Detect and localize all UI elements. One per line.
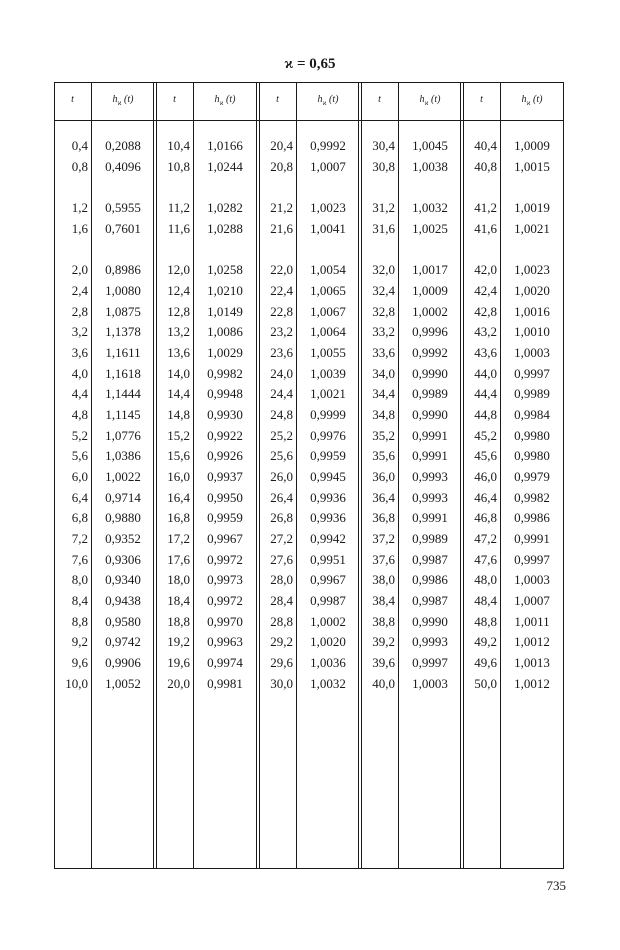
table-cell-t: 19,6 <box>167 655 190 670</box>
table-cell-h: 1,0007 <box>514 593 550 608</box>
table-cell-t: 8,8 <box>71 614 88 629</box>
table-cell-t: 36,4 <box>372 490 395 505</box>
table-cell-h: 0,9936 <box>310 490 346 505</box>
table-cell-t: 14,0 <box>167 366 190 381</box>
table-cell-t: 30,0 <box>270 676 293 691</box>
table-cell-t: 26,8 <box>270 510 293 525</box>
table-cell-h: 0,9984 <box>514 407 550 422</box>
table-cell-t: 41,6 <box>474 221 497 236</box>
table-cell-h: 1,0002 <box>412 304 448 319</box>
table-cell-t: 40,4 <box>474 138 497 153</box>
table-cell-h: 0,9989 <box>412 531 448 546</box>
table-cell-h: 0,9989 <box>514 386 550 401</box>
table-cell-t: 23,6 <box>270 345 293 360</box>
table-cell-h: 1,0065 <box>310 283 346 298</box>
table-cell-h: 1,0011 <box>514 614 550 629</box>
table-cell-h: 0,5955 <box>105 200 141 215</box>
table-cell-h: 0,2088 <box>105 138 141 153</box>
table-cell-t: 44,4 <box>474 386 497 401</box>
column-rule <box>193 82 194 869</box>
table-cell-h: 0,9959 <box>310 448 346 463</box>
table-cell-t: 46,8 <box>474 510 497 525</box>
table-bottom-rule <box>54 868 564 869</box>
table-cell-t: 29,2 <box>270 634 293 649</box>
table-cell-t: 2,8 <box>71 304 88 319</box>
table-cell-h: 0,9979 <box>514 469 550 484</box>
table-cell-h: 1,0002 <box>310 614 346 629</box>
table-cell-t: 36,8 <box>372 510 395 525</box>
table-cell-t: 46,4 <box>474 490 497 505</box>
table-cell-h: 0,9981 <box>207 676 243 691</box>
table-cell-t: 12,4 <box>167 283 190 298</box>
header-h-symbol: h <box>521 94 527 105</box>
table-cell-h: 0,9970 <box>207 614 243 629</box>
table-cell-h: 0,9942 <box>310 531 346 546</box>
table-cell-h: 0,9987 <box>310 593 346 608</box>
table-cell-t: 35,6 <box>372 448 395 463</box>
table-cell-t: 32,8 <box>372 304 395 319</box>
column-rule <box>91 82 92 869</box>
header-h-subscript: ϰ <box>117 99 122 107</box>
table-cell-h: 0,9936 <box>310 510 346 525</box>
table-cell-h: 0,9982 <box>514 490 550 505</box>
header-h-subscript: ϰ <box>322 99 327 107</box>
table-cell-t: 22,8 <box>270 304 293 319</box>
table-cell-h: 0,9906 <box>105 655 141 670</box>
table-cell-t: 45,6 <box>474 448 497 463</box>
table-cell-h: 0,9937 <box>207 469 243 484</box>
table-cell-t: 8,0 <box>71 572 88 587</box>
table-cell-t: 9,2 <box>71 634 88 649</box>
table-cell-h: 0,9742 <box>105 634 141 649</box>
column-header-t: t <box>480 94 483 105</box>
table-cell-h: 1,0009 <box>514 138 550 153</box>
table-cell-t: 44,0 <box>474 366 497 381</box>
table-cell-h: 1,0012 <box>514 676 550 691</box>
table-cell-t: 16,8 <box>167 510 190 525</box>
column-header-t: t <box>276 94 279 105</box>
table-cell-t: 25,6 <box>270 448 293 463</box>
table-cell-h: 1,0086 <box>207 324 243 339</box>
table-cell-t: 20,0 <box>167 676 190 691</box>
table-cell-t: 6,8 <box>71 510 88 525</box>
table-cell-h: 1,0016 <box>514 304 550 319</box>
table-cell-t: 3,2 <box>71 324 88 339</box>
header-h-argument: (t) <box>223 94 236 105</box>
table-cell-h: 0,9997 <box>514 366 550 381</box>
table-cell-h: 0,9997 <box>412 655 448 670</box>
table-cell-h: 0,9945 <box>310 469 346 484</box>
table-cell-h: 1,0032 <box>412 200 448 215</box>
table-cell-t: 1,6 <box>71 221 88 236</box>
column-header-t: t <box>71 94 74 105</box>
table-cell-h: 0,9990 <box>412 407 448 422</box>
table-cell-h: 0,9352 <box>105 531 141 546</box>
table-cell-t: 2,4 <box>71 283 88 298</box>
table-cell-h: 1,0010 <box>514 324 550 339</box>
table-cell-h: 0,9950 <box>207 490 243 505</box>
table-cell-t: 39,2 <box>372 634 395 649</box>
table-cell-h: 0,9996 <box>412 324 448 339</box>
table-cell-h: 1,1444 <box>105 386 141 401</box>
table-cell-t: 16,4 <box>167 490 190 505</box>
table-cell-h: 1,0041 <box>310 221 346 236</box>
table-cell-h: 1,0019 <box>514 200 550 215</box>
table-cell-t: 21,6 <box>270 221 293 236</box>
table-cell-t: 40,0 <box>372 676 395 691</box>
table-cell-t: 26,4 <box>270 490 293 505</box>
table-cell-h: 0,9976 <box>310 428 346 443</box>
table-cell-t: 4,4 <box>71 386 88 401</box>
table-cell-t: 24,8 <box>270 407 293 422</box>
table-cell-t: 27,6 <box>270 552 293 567</box>
table-cell-t: 34,0 <box>372 366 395 381</box>
header-h-symbol: h <box>214 94 220 105</box>
table-cell-t: 28,4 <box>270 593 293 608</box>
table-cell-h: 1,0038 <box>412 159 448 174</box>
table-cell-t: 24,0 <box>270 366 293 381</box>
table-cell-t: 0,4 <box>71 138 88 153</box>
table-cell-h: 1,0022 <box>105 469 141 484</box>
table-cell-t: 8,4 <box>71 593 88 608</box>
header-h-subscript: ϰ <box>526 99 531 107</box>
table-cell-t: 10,0 <box>65 676 88 691</box>
table-cell-t: 15,2 <box>167 428 190 443</box>
table-cell-t: 4,0 <box>71 366 88 381</box>
table-cell-h: 0,9930 <box>207 407 243 422</box>
table-cell-h: 0,9990 <box>412 366 448 381</box>
table-cell-h: 1,0054 <box>310 262 346 277</box>
column-rule <box>500 82 501 869</box>
table-cell-h: 0,9989 <box>412 386 448 401</box>
table-cell-h: 1,0003 <box>514 572 550 587</box>
data-table <box>54 82 564 869</box>
table-cell-t: 37,2 <box>372 531 395 546</box>
column-rule <box>296 82 297 869</box>
table-cell-t: 39,6 <box>372 655 395 670</box>
table-cell-h: 1,0210 <box>207 283 243 298</box>
table-cell-t: 32,4 <box>372 283 395 298</box>
table-cell-t: 28,0 <box>270 572 293 587</box>
table-cell-t: 27,2 <box>270 531 293 546</box>
table-cell-h: 1,1378 <box>105 324 141 339</box>
table-cell-h: 1,0776 <box>105 428 141 443</box>
table-cell-t: 5,2 <box>71 428 88 443</box>
header-h-argument: (t) <box>121 94 134 105</box>
table-cell-t: 0,8 <box>71 159 88 174</box>
table-cell-t: 20,8 <box>270 159 293 174</box>
table-cell-h: 0,4096 <box>105 159 141 174</box>
table-cell-h: 0,9967 <box>207 531 243 546</box>
table-cell-h: 0,9987 <box>412 552 448 567</box>
table-cell-h: 0,9926 <box>207 448 243 463</box>
table-cell-h: 1,0021 <box>514 221 550 236</box>
table-cell-h: 0,9963 <box>207 634 243 649</box>
table-cell-t: 44,8 <box>474 407 497 422</box>
table-cell-h: 1,0021 <box>310 386 346 401</box>
table-cell-t: 29,6 <box>270 655 293 670</box>
table-cell-t: 6,0 <box>71 469 88 484</box>
table-cell-h: 0,9340 <box>105 572 141 587</box>
table-cell-h: 0,9580 <box>105 614 141 629</box>
table-cell-t: 32,0 <box>372 262 395 277</box>
table-cell-t: 10,8 <box>167 159 190 174</box>
table-cell-h: 0,9993 <box>412 634 448 649</box>
table-cell-h: 0,9999 <box>310 407 346 422</box>
table-cell-h: 1,0244 <box>207 159 243 174</box>
table-cell-h: 1,0282 <box>207 200 243 215</box>
table-cell-h: 1,0064 <box>310 324 346 339</box>
table-cell-h: 0,9992 <box>412 345 448 360</box>
table-cell-t: 48,8 <box>474 614 497 629</box>
header-h-subscript: ϰ <box>424 99 429 107</box>
table-cell-t: 17,6 <box>167 552 190 567</box>
table-cell-h: 0,9982 <box>207 366 243 381</box>
table-cell-t: 38,8 <box>372 614 395 629</box>
table-cell-t: 20,4 <box>270 138 293 153</box>
table-cell-t: 24,4 <box>270 386 293 401</box>
table-cell-t: 12,0 <box>167 262 190 277</box>
table-cell-t: 11,6 <box>167 221 190 236</box>
header-h-argument: (t) <box>530 94 543 105</box>
table-cell-t: 47,6 <box>474 552 497 567</box>
table-cell-t: 31,6 <box>372 221 395 236</box>
table-cell-t: 42,0 <box>474 262 497 277</box>
table-cell-h: 0,9306 <box>105 552 141 567</box>
table-cell-t: 35,2 <box>372 428 395 443</box>
table-cell-t: 49,6 <box>474 655 497 670</box>
table-cell-h: 1,0080 <box>105 283 141 298</box>
table-cell-t: 6,4 <box>71 490 88 505</box>
table-cell-h: 1,0045 <box>412 138 448 153</box>
table-cell-h: 1,0052 <box>105 676 141 691</box>
table-cell-t: 18,0 <box>167 572 190 587</box>
table-cell-t: 45,2 <box>474 428 497 443</box>
table-cell-h: 1,0039 <box>310 366 346 381</box>
table-cell-t: 33,2 <box>372 324 395 339</box>
table-cell-t: 11,2 <box>167 200 190 215</box>
table-cell-h: 0,9986 <box>514 510 550 525</box>
table-cell-h: 1,0023 <box>310 200 346 215</box>
table-cell-t: 43,6 <box>474 345 497 360</box>
table-cell-h: 1,0012 <box>514 634 550 649</box>
table-cell-h: 0,9991 <box>412 428 448 443</box>
table-cell-t: 48,0 <box>474 572 497 587</box>
table-cell-h: 1,1145 <box>105 407 141 422</box>
table-cell-h: 0,9714 <box>105 490 141 505</box>
table-top-rule <box>54 82 564 83</box>
header-h-symbol: h <box>112 94 118 105</box>
table-cell-h: 0,9972 <box>207 552 243 567</box>
table-cell-h: 1,0055 <box>310 345 346 360</box>
table-cell-h: 0,9992 <box>310 138 346 153</box>
table-cell-t: 17,2 <box>167 531 190 546</box>
table-cell-t: 49,2 <box>474 634 497 649</box>
table-cell-h: 1,0020 <box>310 634 346 649</box>
table-cell-h: 1,0032 <box>310 676 346 691</box>
table-cell-h: 0,9986 <box>412 572 448 587</box>
table-cell-h: 0,8986 <box>105 262 141 277</box>
table-cell-h: 0,9991 <box>412 510 448 525</box>
table-cell-h: 1,1618 <box>105 366 141 381</box>
header-h-symbol: h <box>419 94 425 105</box>
table-cell-t: 18,4 <box>167 593 190 608</box>
header-h-argument: (t) <box>326 94 339 105</box>
table-cell-t: 15,6 <box>167 448 190 463</box>
table-cell-h: 1,1611 <box>105 345 141 360</box>
table-cell-t: 21,2 <box>270 200 293 215</box>
table-cell-h: 0,9951 <box>310 552 346 567</box>
column-header-h <box>195 94 255 107</box>
column-header-h <box>298 94 358 107</box>
table-cell-h: 1,0025 <box>412 221 448 236</box>
table-cell-t: 37,6 <box>372 552 395 567</box>
table-cell-h: 0,9948 <box>207 386 243 401</box>
table-cell-h: 0,9991 <box>412 448 448 463</box>
table-cell-t: 30,4 <box>372 138 395 153</box>
table-cell-t: 4,8 <box>71 407 88 422</box>
table-cell-t: 10,4 <box>167 138 190 153</box>
table-cell-t: 25,2 <box>270 428 293 443</box>
table-cell-t: 34,4 <box>372 386 395 401</box>
table-cell-h: 1,0007 <box>310 159 346 174</box>
table-cell-t: 33,6 <box>372 345 395 360</box>
table-cell-t: 34,8 <box>372 407 395 422</box>
table-cell-t: 12,8 <box>167 304 190 319</box>
table-cell-t: 3,6 <box>71 345 88 360</box>
table-cell-t: 1,2 <box>71 200 88 215</box>
column-header-h <box>502 94 562 107</box>
table-cell-t: 23,2 <box>270 324 293 339</box>
table-cell-t: 5,6 <box>71 448 88 463</box>
table-cell-t: 36,0 <box>372 469 395 484</box>
table-cell-t: 16,0 <box>167 469 190 484</box>
table-cell-t: 26,0 <box>270 469 293 484</box>
table-cell-t: 19,2 <box>167 634 190 649</box>
table-cell-h: 1,0149 <box>207 304 243 319</box>
table-title: ϰ = 0,65 <box>284 56 336 72</box>
table-cell-h: 0,9967 <box>310 572 346 587</box>
table-cell-t: 46,0 <box>474 469 497 484</box>
table-cell-h: 1,0020 <box>514 283 550 298</box>
table-cell-t: 18,8 <box>167 614 190 629</box>
table-cell-t: 42,8 <box>474 304 497 319</box>
table-cell-t: 14,4 <box>167 386 190 401</box>
column-header-h <box>93 94 153 107</box>
table-cell-h: 1,0003 <box>412 676 448 691</box>
table-cell-t: 38,0 <box>372 572 395 587</box>
table-cell-h: 0,9438 <box>105 593 141 608</box>
table-cell-h: 0,9974 <box>207 655 243 670</box>
table-cell-t: 9,6 <box>71 655 88 670</box>
table-cell-t: 41,2 <box>474 200 497 215</box>
header-h-symbol: h <box>317 94 323 105</box>
table-cell-h: 1,0258 <box>207 262 243 277</box>
table-cell-h: 1,0288 <box>207 221 243 236</box>
table-cell-h: 0,9980 <box>514 428 550 443</box>
table-cell-h: 1,0015 <box>514 159 550 174</box>
table-cell-t: 22,0 <box>270 262 293 277</box>
column-header-t: t <box>173 94 176 105</box>
column-header-t: t <box>378 94 381 105</box>
table-cell-t: 31,2 <box>372 200 395 215</box>
header-h-argument: (t) <box>428 94 441 105</box>
table-cell-t: 47,2 <box>474 531 497 546</box>
table-cell-h: 1,0029 <box>207 345 243 360</box>
table-cell-h: 0,7601 <box>105 221 141 236</box>
table-cell-h: 1,0036 <box>310 655 346 670</box>
table-cell-h: 0,9993 <box>412 490 448 505</box>
table-cell-h: 0,9880 <box>105 510 141 525</box>
table-cell-t: 7,6 <box>71 552 88 567</box>
table-cell-h: 1,0013 <box>514 655 550 670</box>
table-cell-t: 30,8 <box>372 159 395 174</box>
table-cell-h: 1,0166 <box>207 138 243 153</box>
column-rule <box>563 82 564 869</box>
table-cell-h: 0,9991 <box>514 531 550 546</box>
table-cell-h: 0,9993 <box>412 469 448 484</box>
table-cell-h: 1,0067 <box>310 304 346 319</box>
table-cell-t: 22,4 <box>270 283 293 298</box>
table-cell-t: 13,6 <box>167 345 190 360</box>
table-cell-t: 48,4 <box>474 593 497 608</box>
table-cell-h: 0,9980 <box>514 448 550 463</box>
table-cell-t: 28,8 <box>270 614 293 629</box>
table-cell-t: 14,8 <box>167 407 190 422</box>
table-cell-t: 2,0 <box>71 262 88 277</box>
column-rule <box>398 82 399 869</box>
table-cell-h: 0,9922 <box>207 428 243 443</box>
table-cell-t: 50,0 <box>474 676 497 691</box>
table-cell-h: 0,9987 <box>412 593 448 608</box>
table-cell-t: 7,2 <box>71 531 88 546</box>
table-cell-h: 1,0009 <box>412 283 448 298</box>
table-cell-h: 1,0023 <box>514 262 550 277</box>
header-h-subscript: ϰ <box>219 99 224 107</box>
table-cell-h: 0,9959 <box>207 510 243 525</box>
table-cell-t: 42,4 <box>474 283 497 298</box>
header-rule <box>54 120 564 121</box>
table-cell-h: 1,0386 <box>105 448 141 463</box>
table-cell-h: 1,0875 <box>105 304 141 319</box>
table-cell-t: 38,4 <box>372 593 395 608</box>
column-header-h <box>400 94 460 107</box>
table-cell-h: 1,0017 <box>412 262 448 277</box>
table-cell-h: 0,9972 <box>207 593 243 608</box>
table-cell-h: 0,9990 <box>412 614 448 629</box>
table-cell-t: 40,8 <box>474 159 497 174</box>
table-cell-h: 0,9973 <box>207 572 243 587</box>
table-cell-t: 13,2 <box>167 324 190 339</box>
table-cell-h: 0,9997 <box>514 552 550 567</box>
table-cell-t: 43,2 <box>474 324 497 339</box>
page-number: 735 <box>546 878 566 893</box>
table-cell-h: 1,0003 <box>514 345 550 360</box>
